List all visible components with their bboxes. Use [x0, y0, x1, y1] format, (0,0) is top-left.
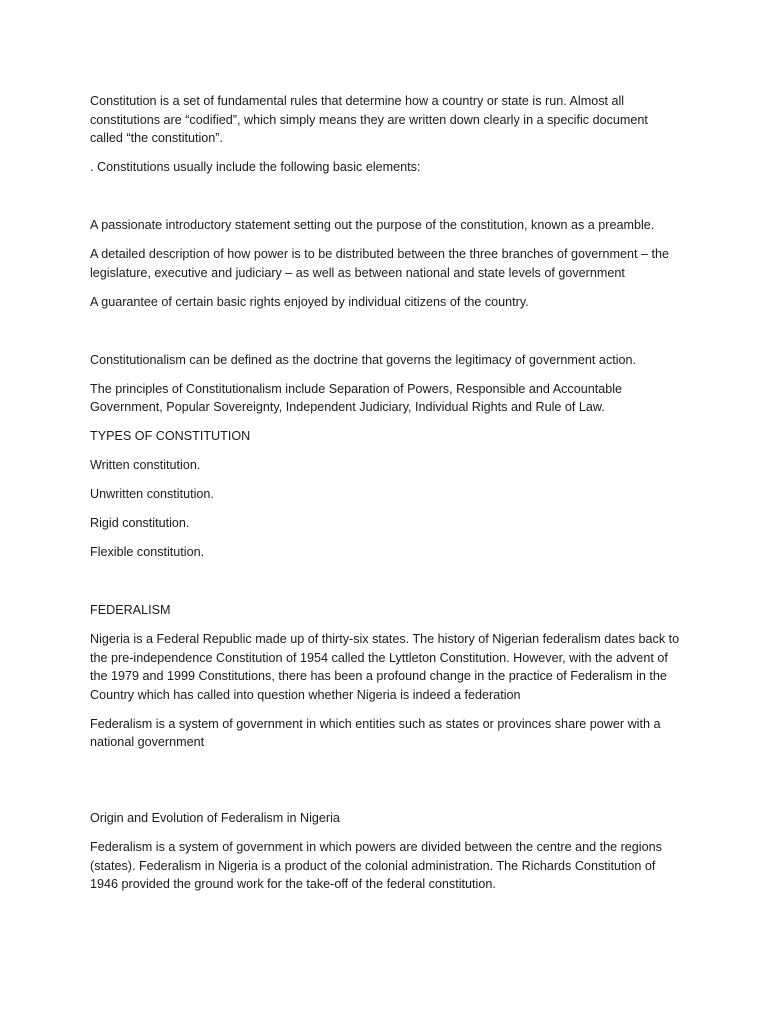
- heading-federalism: FEDERALISM: [90, 603, 171, 617]
- list-item: Flexible constitution.: [90, 545, 205, 559]
- paragraph-nigeria-federal-republic: Nigeria is a Federal Republic made up of thirty-six states. The history of Nigerian federalism dates back to the pre-independence Constitution of 1954 called the Lyttleton Constitution. However, with the advent of the 1979 and 1999 Constitutions, there has been a profound change in the practice of Federalism in the Country which has called into question whether Nigeria is indeed a federation: [90, 632, 680, 702]
- paragraph-federalism-origin: Federalism is a system of government in which powers are divided between the centre and the regions (states). Federalism in Nigeria is a product of the colonial administration. The Richards Constitution of 1946 provided the ground work for the take-off of the federal constitution.: [90, 840, 662, 891]
- paragraph-constitutionalism-definition: Constitutionalism can be defined as the doctrine that governs the legitimacy of government action.: [90, 352, 637, 367]
- paragraph-power-distribution: A detailed description of how power is to be distributed between the three branches of government – the legislature, executive and judiciary – as well as between national and state levels of government: [90, 247, 669, 280]
- list-item: Written constitution.: [90, 458, 201, 472]
- document-body: [90, 92, 680, 904]
- spacer: [90, 572, 680, 601]
- paragraph-constitutionalism-principles: The principles of Constitutionalism include Separation of Powers, Responsible and Accountable Government, Popular Sovereignty, Independent Judiciary, Individual Rights and Rule of Law.: [90, 381, 623, 414]
- paragraph-federalism-definition: Federalism is a system of government in which entities such as states or provinces share power with a national government: [90, 716, 661, 749]
- spacer: [90, 762, 680, 809]
- spacer: [90, 322, 680, 351]
- spacer: [90, 187, 680, 216]
- paragraph-basic-elements-intro: . Constitutions usually include the following basic elements:: [90, 160, 421, 174]
- list-item: Rigid constitution.: [90, 516, 190, 530]
- heading-origin-evolution: Origin and Evolution of Federalism in Nigeria: [90, 811, 340, 825]
- list-item: Unwritten constitution.: [90, 487, 214, 501]
- paragraph-constitution-definition: Constitution is a set of fundamental rules that determine how a country or state is run. Almost all constitutions are “codified”, which simply means they are written down clearly in a specific document called “the constitution”.: [90, 94, 648, 145]
- paragraph-basic-rights: A guarantee of certain basic rights enjoyed by individual citizens of the country.: [90, 294, 529, 309]
- paragraph-preamble: A passionate introductory statement setting out the purpose of the constitution, known as a preamble.: [90, 218, 655, 232]
- heading-types-of-constitution: TYPES OF CONSTITUTION: [90, 429, 251, 443]
